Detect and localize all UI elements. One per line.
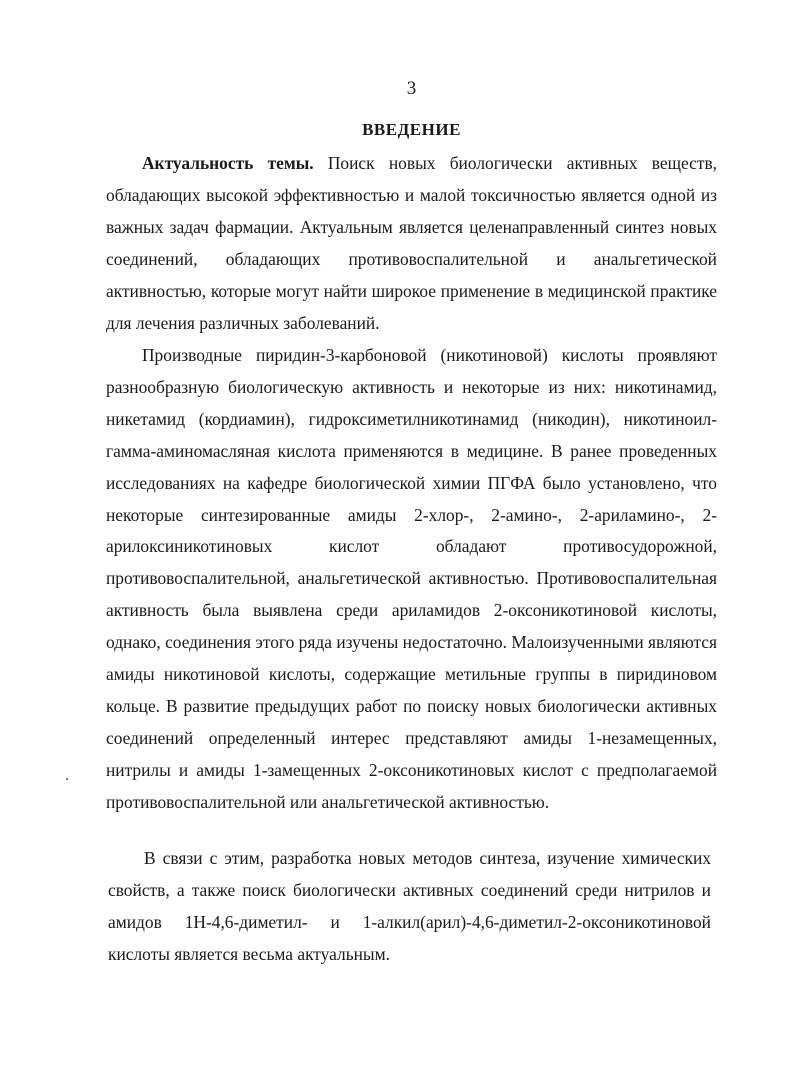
paragraph-derivatives: Производные пиридин-3-карбоновой (никотиновой) кислоты проявляют разнообразную биологическую активность и некоторые из них: никотинамид, никетамид (кордиамин), гидроксиметилникотинамид (никодин), никотиноил-гамма-аминомасляная кислота применяются в медицине. В ранее проведенных исследованиях на кафедре биологической химии ПГФА было установлено, что некоторые синтезированные амиды 2-хлор-, 2-амино-, 2-ариламино-, 2-арилоксиникотиновых кислот обладают противосудорожной, противовоспалительной, анальгетической активностью. Противовоспалительная активность была выявлена среди ариламидов 2-оксоникотиновой кислоты, однако, соединения этого ряда изучены недостаточно. Малоизученными являются амиды никотиновой кислоты, содержащие метильные группы в пиридиновом кольце. В развитие предыдущих работ по поиску новых биологически активных соединений определенный интерес представляют амиды 1-незамещенных, нитрилы и амиды 1-замещенных 2-оксоникотиновых кислот с предполагаемой противовоспалительной или анальгетической активностью. — [106, 345, 717, 812]
paragraph-relevance — [106, 148, 717, 339]
page-number: 3 — [406, 78, 417, 99]
paragraph-conclusion: В связи с этим, разработка новых методов синтеза, изучение химических свойств, а также поиск биологически активных соединений среди нитрилов и амидов 1Н-4,6-диметил- и 1-алкил(арил)-4,6-диметил-2-оксоникотиновой кислоты является весьма актуальным. — [108, 848, 711, 964]
section-heading: ВВЕДЕНИЕ — [362, 120, 461, 139]
scan-speck — [66, 778, 68, 780]
paragraph-text: Поиск новых биологически активных веществ, обладающих высокой эффективностью и малой токсичностью является одной из важных задач фармации. Актуальным является целенаправленный синтез новых соединений, обладающих противовоспалительной и анальгетической активностью, которые могут найти широкое применение в медицинской практике для лечения различных заболеваний. — [106, 153, 718, 333]
paragraph-lead-bold: Актуальность темы. — [142, 153, 314, 173]
